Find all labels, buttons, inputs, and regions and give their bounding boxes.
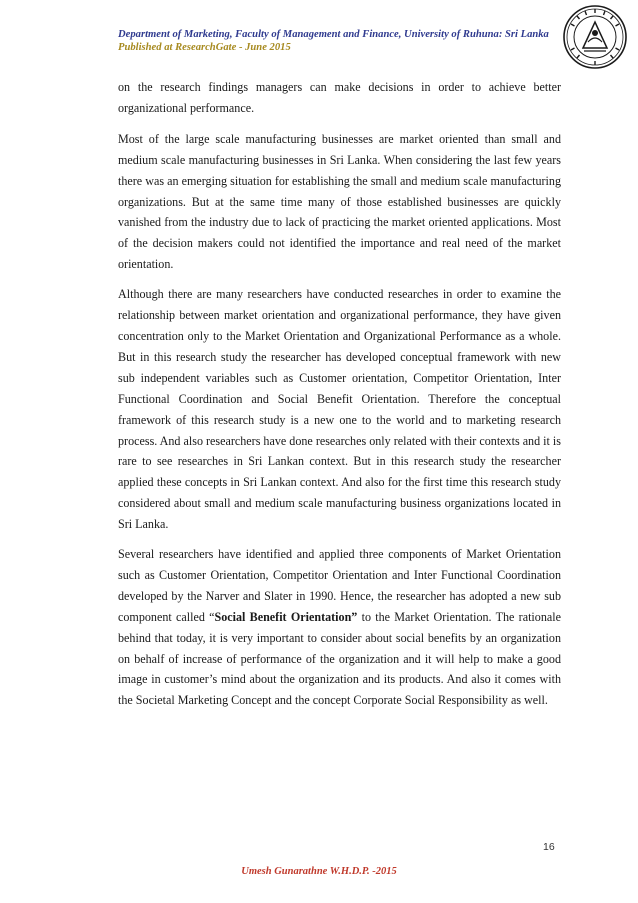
paragraph-3: Although there are many researchers have conducted researches in order to examine the relationship between market orientation and organizational performance, they have given concentration only to the Market Orientation and Organizational Performance as a whole. But in this research study the researcher has developed conceptual framework with new sub independent variables such as Customer orientation, Competitor Orientation, Inter Functional Coordination and Social Benefit Orientation. Therefore the conceptual framework of this research study is a new one to the world and to marketing research process. And also researchers have done researches only related with their contexts and it is rare to see researches in Sri Lankan context. But in this research study the researcher applied these concepts in Sri Lankan context. And also for the first time this research study considered about small and medium scale manufacturing business organizations located in Sri Lanka. xyxy=(118,287,561,532)
page-number: 16 xyxy=(543,841,555,853)
page-header xyxy=(118,28,568,54)
paragraph-1: on the research findings managers can make decisions in order to achieve better organizational performance. xyxy=(118,80,561,115)
seal-graphic xyxy=(562,4,628,70)
paragraph-4-lead: Several researchers have identified and applied three components of Market Orientation such as Customer Orientation, Competitor Orientation and Inter Functional Coordination developed by the Narver and Slater in 1990. Hence, the researcher has adopted a new sub component called “ xyxy=(118,547,561,624)
paragraph-2: Most of the large scale manufacturing businesses are market oriented than small and medium scale manufacturing businesses in Sri Lanka. When considering the last few years there was an emerging situation for establishing the small and medium scale manufacturing organizations. But at the same time many of those established businesses are quickly vanished from the industry due to lack of practicing the market oriented applications. Most of the decision makers could not identified the importance and real need of the market orientation. xyxy=(118,131,561,272)
header-department: Department of Marketing, Faculty of Management and Finance, University of Ruhuna: Sri Lanka xyxy=(118,29,549,40)
university-seal-icon xyxy=(562,4,628,70)
paragraph-4-rest: to the Market Orientation. The rationale behind that today, it is very important to consider about social benefits by an organization on behalf of increase of performance of the organization and it will help to make a good image in customer’s mind about the organization and its products. And also it comes with the Societal Marketing Concept and the concept Corporate Social Responsibility as well. xyxy=(118,609,561,708)
article-body xyxy=(118,77,561,720)
paragraph-4 xyxy=(118,544,561,711)
page-footer: Umesh Gunarathne W.H.D.P. -2015 xyxy=(241,866,397,877)
header-published: Published at ResearchGate - June 2015 xyxy=(118,42,291,53)
paragraph-4-emphasis: Social Benefit Orientation” xyxy=(214,609,358,624)
